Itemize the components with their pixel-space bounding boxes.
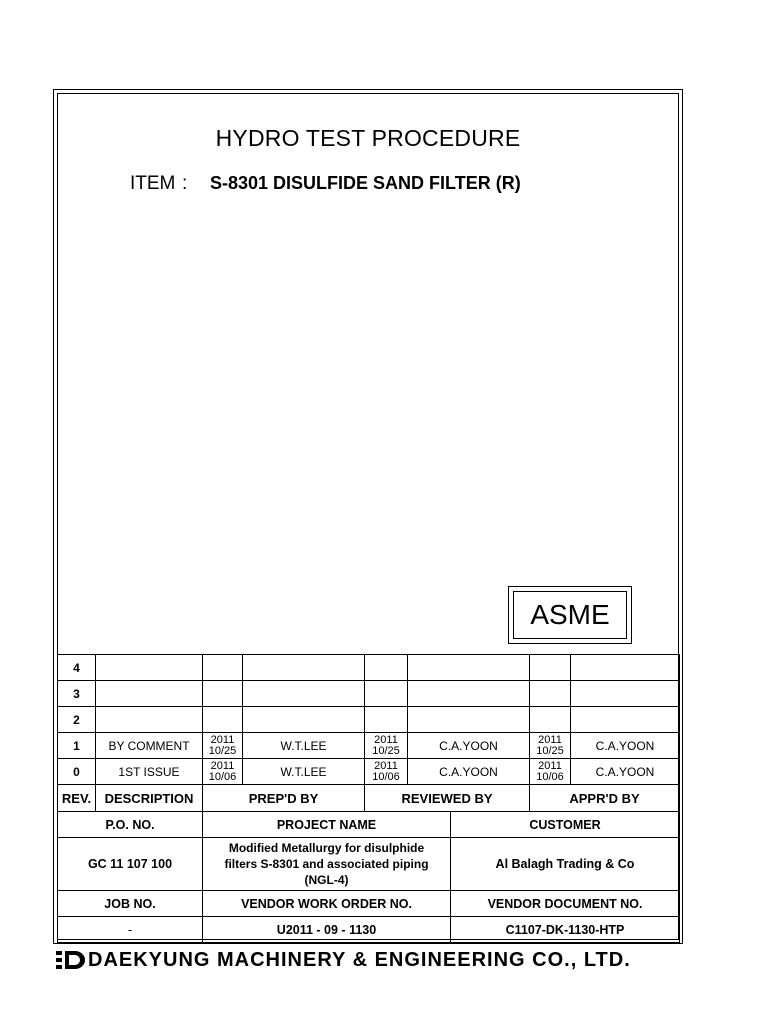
review-date bbox=[365, 655, 408, 681]
prep-date: 2011 10/06 bbox=[203, 759, 243, 785]
rev-description bbox=[96, 655, 203, 681]
revision-row bbox=[58, 681, 680, 707]
reviewed-by bbox=[408, 655, 530, 681]
reviewed-by: C.A.YOON bbox=[408, 733, 530, 759]
item-label: ITEM bbox=[130, 173, 176, 194]
revision-row bbox=[58, 707, 680, 733]
rev-number: 4 bbox=[58, 655, 96, 681]
approved-header: APPR'D BY bbox=[530, 785, 680, 812]
rev-number: 2 bbox=[58, 707, 96, 733]
approval-date bbox=[530, 681, 571, 707]
rev-description: BY COMMENT bbox=[96, 733, 203, 759]
rev-number: 0 bbox=[58, 759, 96, 785]
approved-by bbox=[571, 655, 680, 681]
company-footer bbox=[56, 947, 631, 973]
daekyung-logo-icon bbox=[56, 949, 86, 971]
approved-by bbox=[571, 681, 680, 707]
revision-table bbox=[57, 654, 680, 812]
item-value: S-8301 DISULFIDE SAND FILTER (R) bbox=[210, 173, 521, 193]
vendor-document-label: VENDOR DOCUMENT NO. bbox=[451, 891, 680, 917]
vendor-document-value: C1107-DK-1130-HTP bbox=[451, 917, 680, 943]
approval-date: 2011 10/06 bbox=[530, 759, 571, 785]
customer-label: CUSTOMER bbox=[451, 812, 680, 838]
company-name: DAEKYUNG MACHINERY & ENGINEERING CO., LTD. bbox=[88, 948, 631, 971]
approved-by bbox=[571, 707, 680, 733]
approval-date bbox=[530, 707, 571, 733]
rev-number: 3 bbox=[58, 681, 96, 707]
asme-stamp: ASME bbox=[513, 591, 627, 639]
rev-number: 1 bbox=[58, 733, 96, 759]
approval-date bbox=[530, 655, 571, 681]
job-label: JOB NO. bbox=[58, 891, 203, 917]
vendor-work-order-label: VENDOR WORK ORDER NO. bbox=[203, 891, 451, 917]
job-value: - bbox=[58, 917, 203, 943]
revision-row bbox=[58, 655, 680, 681]
info-header-row bbox=[58, 891, 680, 917]
reviewed-by bbox=[408, 707, 530, 733]
prep-by bbox=[243, 707, 365, 733]
reviewed-by bbox=[408, 681, 530, 707]
project-label: PROJECT NAME bbox=[203, 812, 451, 838]
info-header-row bbox=[58, 812, 680, 838]
review-date: 2011 10/25 bbox=[365, 733, 408, 759]
approval-date: 2011 10/25 bbox=[530, 733, 571, 759]
prep-by: W.T.LEE bbox=[243, 759, 365, 785]
approved-by: C.A.YOON bbox=[571, 759, 680, 785]
document-title: HYDRO TEST PROCEDURE bbox=[215, 125, 521, 151]
revision-row bbox=[58, 759, 680, 785]
review-date: 2011 10/06 bbox=[365, 759, 408, 785]
customer-value: Al Balagh Trading & Co bbox=[451, 838, 680, 891]
approved-by: C.A.YOON bbox=[571, 733, 680, 759]
rev-description: 1ST ISSUE bbox=[96, 759, 203, 785]
po-label: P.O. NO. bbox=[58, 812, 203, 838]
vendor-work-order-value: U2011 - 09 - 1130 bbox=[203, 917, 451, 943]
item-separator: : bbox=[182, 173, 188, 194]
prep-by bbox=[243, 681, 365, 707]
reviewed-by: C.A.YOON bbox=[408, 759, 530, 785]
prep-by bbox=[243, 655, 365, 681]
prep-date bbox=[203, 707, 243, 733]
review-date bbox=[365, 707, 408, 733]
rev-header: REV. bbox=[58, 785, 96, 812]
prep-by: W.T.LEE bbox=[243, 733, 365, 759]
revision-row bbox=[58, 733, 680, 759]
po-value: GC 11 107 100 bbox=[58, 838, 203, 891]
prep-date bbox=[203, 681, 243, 707]
rev-description bbox=[96, 681, 203, 707]
reviewed-header: REVIEWED BY bbox=[365, 785, 530, 812]
info-value-row bbox=[58, 917, 680, 943]
review-date bbox=[365, 681, 408, 707]
project-name: Modified Metallurgy for disulphide filters S-8301 and associated piping (NGL-4) bbox=[203, 838, 451, 891]
item-line bbox=[130, 173, 521, 195]
revision-header-row bbox=[58, 785, 680, 812]
prep-date: 2011 10/25 bbox=[203, 733, 243, 759]
project-info-table bbox=[57, 811, 680, 943]
rev-description bbox=[96, 707, 203, 733]
prep-date bbox=[203, 655, 243, 681]
description-header: DESCRIPTION bbox=[96, 785, 203, 812]
prepared-header: PREP'D BY bbox=[203, 785, 365, 812]
info-value-row bbox=[58, 838, 680, 891]
